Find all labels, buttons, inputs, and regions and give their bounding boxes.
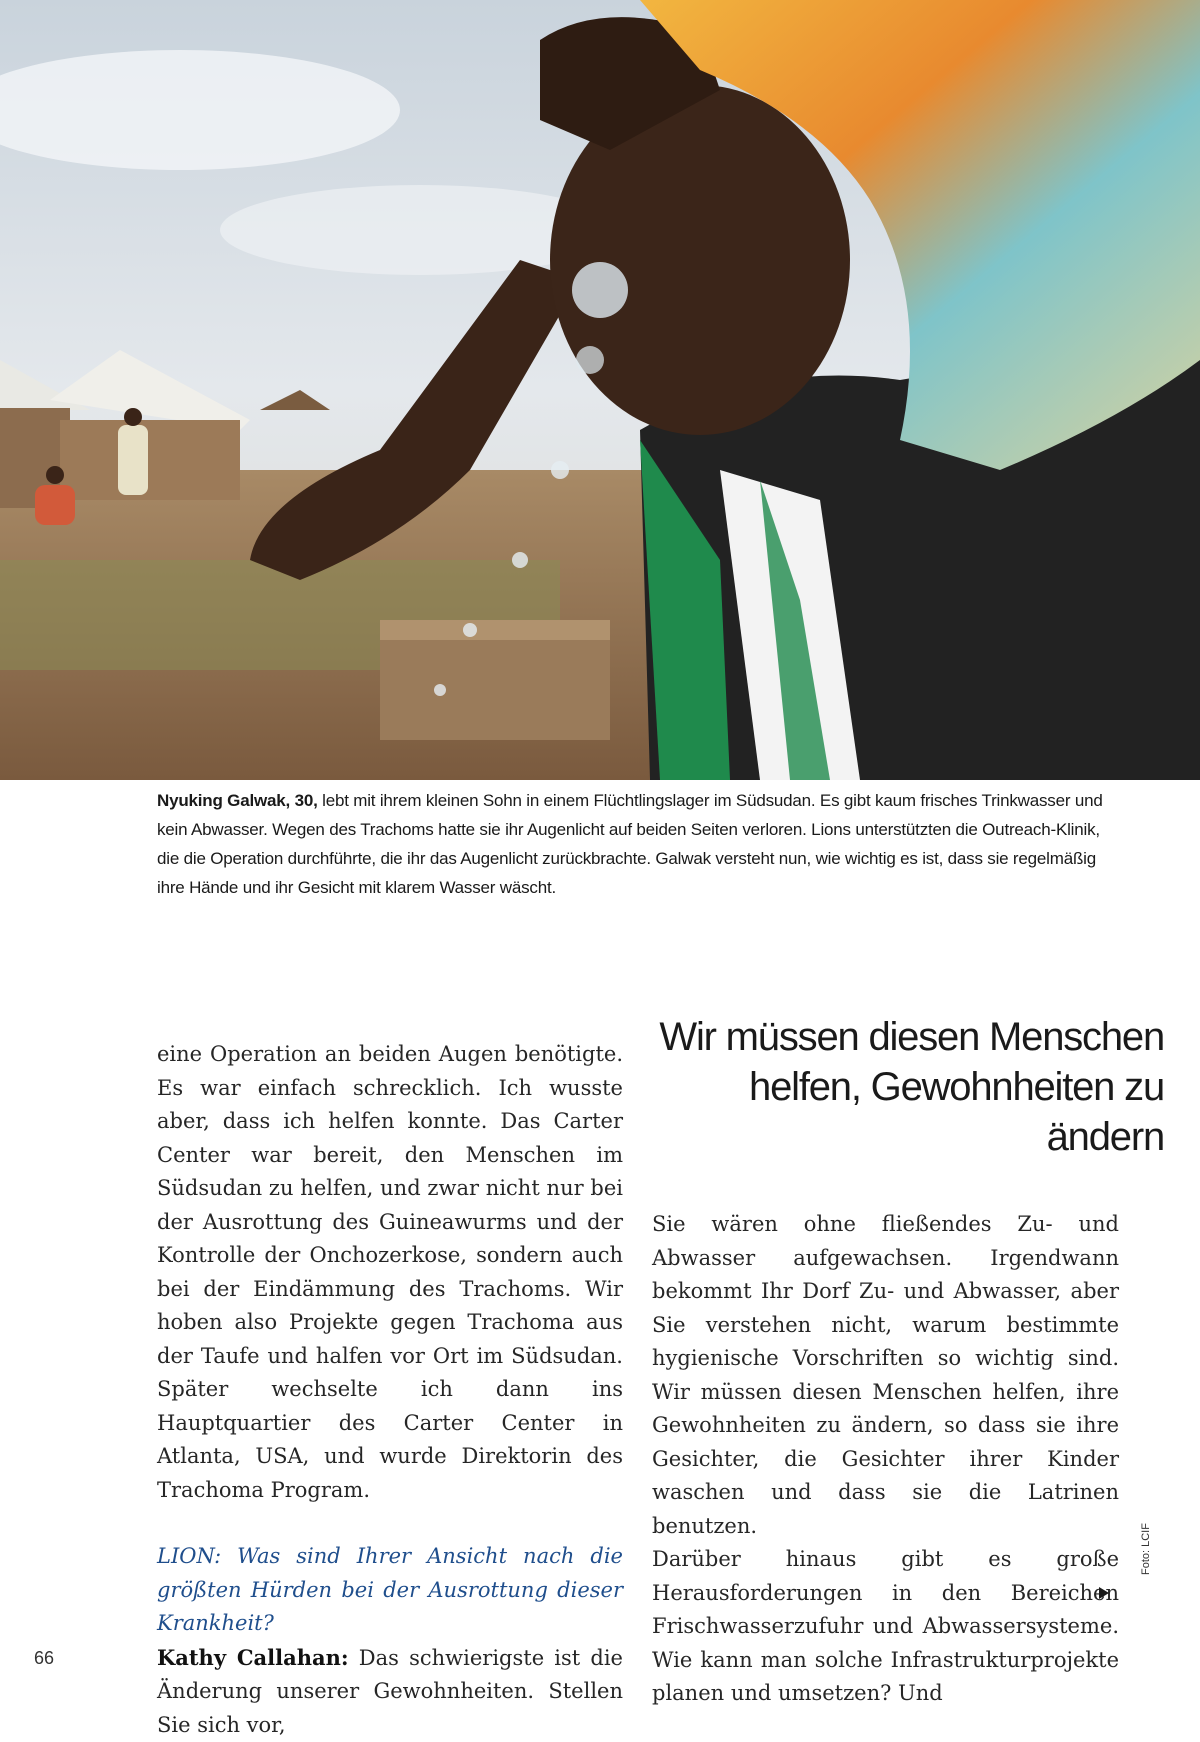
- photo-caption: [157, 786, 1122, 902]
- interview-question: LION: Was sind Ihrer Ansicht nach die größten Hürden bei der Ausrottung dieser Krankheit?: [157, 1540, 623, 1641]
- continue-arrow-icon: [1099, 1587, 1109, 1599]
- body-paragraph: Sie wären ohne fließendes Zu- und Abwasser aufgewachsen. Irgendwann bekommt Ihr Dorf Zu- und Abwasser, aber Sie verstehen nicht, warum bestimmte hygienische Vorschriften so wichtig sind. Wir müssen diesen Menschen helfen, ihre Gewohnheiten zu ändern, so dass sie ihre Gesichter, die Gesichter ihrer Kinder waschen und dass sie die Latrinen benutzen.: [652, 1208, 1119, 1543]
- body-paragraph: eine Operation an beiden Augen benötigte. Es war einfach schrecklich. Ich wusste aber, dass ich helfen konnte. Das Carter Center war bereit, den Menschen im Südsudan zu helfen, und zwar nicht nur bei der Ausrottung des Guineawurms und der Kontrolle der Onchozerkose, sondern auch bei der Eindämmung des Trachoms. Wir hoben also Projekte gegen Trachoma aus der Taufe und halfen vor Ort im Südsudan. Später wechselte ich dann ins Hauptquartier des Carter Center in Atlanta, USA, und wurde Direktorin des Trachoma Program.: [157, 1038, 623, 1507]
- body-paragraph: Darüber hinaus gibt es große Herausforderungen in den Bereichen Frischwasserzufuhr und Abwassersysteme. Wie kann man solche Infrastrukturprojekte planen und umsetzen? Und: [652, 1543, 1119, 1711]
- interview-answer: [157, 1641, 623, 1742]
- hero-photo: [0, 0, 1200, 780]
- pull-quote: [640, 1012, 1164, 1162]
- caption-text: lebt mit ihrem kleinen Sohn in einem Flüchtlingslager im Südsudan. Es gibt kaum frisches Trinkwasser und kein Abwasser. Wegen des Trachoms hatte sie ihr Augenlicht auf beiden Seiten verloren. Lions unterstützten die Outreach-Klinik, die die Operation durchführte, die ihr das Augenlicht zurückbrachte. Galwak versteht nun, wie wichtig es ist, dass sie regelmäßig ihre Hände und ihr Gesicht mit klarem Wasser wäscht.: [157, 791, 1103, 897]
- pull-quote-line-2: helfen, Gewohnheiten zu ändern: [640, 1062, 1164, 1162]
- answer-text: Das schwierigste ist die Änderung unserer Gewohnheiten. Stellen Sie sich vor,: [157, 1646, 623, 1737]
- caption-lead: Nyuking Galwak, 30,: [157, 791, 318, 810]
- article-right-column: [652, 1208, 1119, 1711]
- page-number: 66: [34, 1648, 54, 1669]
- photo-illustration: [0, 0, 1200, 780]
- photo-credit: Foto: LCIF: [1140, 1523, 1152, 1575]
- speaker-name: Kathy Callahan:: [157, 1645, 349, 1670]
- article-left-column: [157, 1038, 623, 1742]
- pull-quote-line-1: Wir müssen diesen Menschen: [640, 1012, 1164, 1062]
